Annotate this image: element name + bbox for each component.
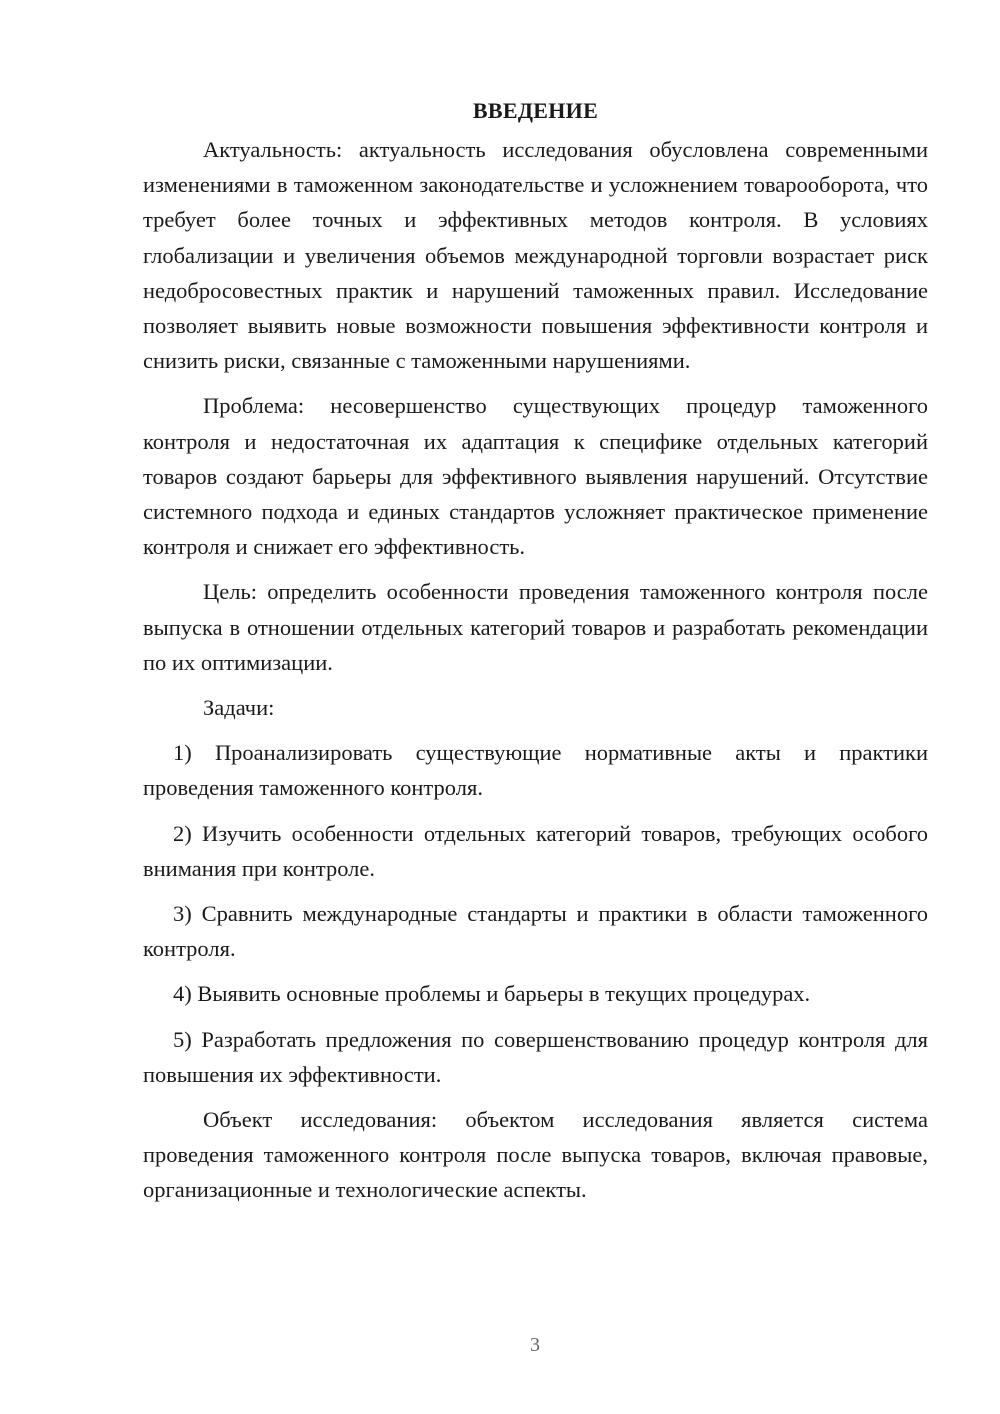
task-item-2: 2) Изучить особенности отдельных категорий товаров, требующих особого внимания при контроле.: [143, 820, 928, 881]
page-number: 3: [530, 1334, 540, 1356]
problem-paragraph: Проблема: несовершенство существующих процедур таможенного контроля и недостаточная их адаптация к специфике отдельных категорий товаров создают барьеры для эффективного выявления нарушений. Отсутствие системного подхода и единых стандартов усложняет практическое применение контроля и снижает его эффективность.: [143, 393, 928, 560]
object-paragraph: Объект исследования: объектом исследования является система проведения таможенного контроля после выпуска товаров, включая правовые, организационные и технологические аспекты.: [143, 1107, 928, 1203]
task-item-3: 3) Сравнить международные стандарты и практики в области таможенного контроля.: [143, 901, 928, 962]
tasks-list: [143, 735, 928, 1092]
document-page: [143, 96, 928, 1208]
task-item-4: 4) Выявить основные проблемы и барьеры в текущих процедурах.: [173, 981, 811, 1007]
relevance-paragraph: Актуальность: актуальность исследования обусловлена современными изменениями в таможенном законодательстве и усложнением товарооборота, что требует более точных и эффективных методов контроля. В условиях глобализации и увеличения объемов международной торговли возрастает риск недобросовестных практик и нарушений таможенных правил. Исследование позволяет выявить новые возможности повышения эффективности контроля и снизить риски, связанные с таможенными нарушениями.: [143, 137, 928, 374]
task-item-5: 5) Разработать предложения по совершенствованию процедур контроля для повышения их эффективности.: [143, 1026, 928, 1087]
section-heading: ВВЕДЕНИЕ: [472, 98, 599, 123]
goal-paragraph: Цель: определить особенности проведения таможенного контроля после выпуска в отношении отдельных категорий товаров и разработать рекомендации по их оптимизации.: [143, 579, 928, 675]
task-item-1: 1) Проанализировать существующие нормативные акты и практики проведения таможенного контроля.: [143, 740, 928, 801]
tasks-label: Задачи:: [203, 695, 275, 721]
